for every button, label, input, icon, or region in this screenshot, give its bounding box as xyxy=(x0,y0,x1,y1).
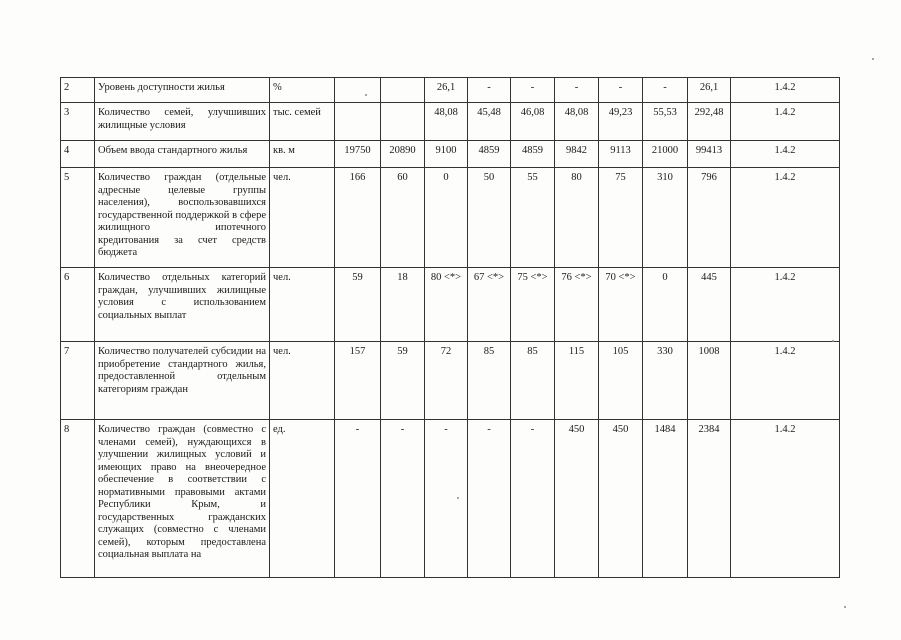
value-cell: 450 xyxy=(599,420,643,578)
indicator-name: Количество граждан (совместно с членами семей), нуждающихся в улучшении жилищных условий и имеющих право на внеочередное обеспечение в соответствии с нормативными правовыми актами Республики Крым, и государственных гражданских служащих (совместно с членами семей), которым предоставлена социальная выплата на xyxy=(95,420,270,578)
indicator-name: Уровень доступности жилья xyxy=(95,78,270,103)
value-cell: 99413 xyxy=(688,141,731,168)
value-cell: 292,48 xyxy=(688,103,731,141)
scan-speck xyxy=(365,94,367,96)
value-cell: 9113 xyxy=(599,141,643,168)
value-cell: 450 xyxy=(555,420,599,578)
value-cell: 1484 xyxy=(643,420,688,578)
value-cell: 26,1 xyxy=(425,78,468,103)
reference-cell: 1.4.2 xyxy=(731,141,840,168)
reference-cell: 1.4.2 xyxy=(731,268,840,342)
value-cell: - xyxy=(555,78,599,103)
value-cell: 59 xyxy=(381,342,425,420)
reference-cell: 1.4.2 xyxy=(731,168,840,268)
indicator-name: Количество отдельных категорий граждан, улучшивших жилищные условия с использованием социальных выплат xyxy=(95,268,270,342)
table-row xyxy=(61,420,840,578)
value-cell: - xyxy=(511,78,555,103)
value-cell xyxy=(381,103,425,141)
value-cell: - xyxy=(468,420,511,578)
scan-speck xyxy=(844,606,846,608)
indicator-name: Количество семей, улучшивших жилищные условия xyxy=(95,103,270,141)
value-cell: 49,23 xyxy=(599,103,643,141)
indicator-name: Количество граждан (отдельные адресные целевые группы населения), воспользовавшихся государственной поддержкой в сфере жилищного ипотечного кредитования за счет средств бюджета xyxy=(95,168,270,268)
value-cell: 48,08 xyxy=(555,103,599,141)
value-cell: - xyxy=(381,420,425,578)
value-cell xyxy=(335,103,381,141)
value-cell: 60 xyxy=(381,168,425,268)
value-cell: 80 xyxy=(555,168,599,268)
row-number: 8 xyxy=(61,420,95,578)
value-cell: - xyxy=(425,420,468,578)
value-cell: 70 <*> xyxy=(599,268,643,342)
value-cell: 18 xyxy=(381,268,425,342)
table-row xyxy=(61,342,840,420)
value-cell: 1008 xyxy=(688,342,731,420)
value-cell: 50 xyxy=(468,168,511,268)
value-cell: - xyxy=(643,78,688,103)
value-cell: 85 xyxy=(468,342,511,420)
reference-cell: 1.4.2 xyxy=(731,78,840,103)
value-cell: 72 xyxy=(425,342,468,420)
scan-speck xyxy=(457,497,459,499)
unit-cell: чел. xyxy=(270,268,335,342)
value-cell: 59 xyxy=(335,268,381,342)
value-cell: - xyxy=(335,420,381,578)
value-cell: 75 xyxy=(599,168,643,268)
scan-speck xyxy=(872,58,874,60)
value-cell: 445 xyxy=(688,268,731,342)
value-cell: 310 xyxy=(643,168,688,268)
value-cell: 85 xyxy=(511,342,555,420)
reference-cell: 1.4.2 xyxy=(731,103,840,141)
row-number: 7 xyxy=(61,342,95,420)
value-cell: 796 xyxy=(688,168,731,268)
unit-cell: тыс. семей xyxy=(270,103,335,141)
value-cell: 330 xyxy=(643,342,688,420)
value-cell: 55 xyxy=(511,168,555,268)
table-row xyxy=(61,103,840,141)
indicator-name: Количество получателей субсидии на приобретение стандартного жилья, предоставленной отдельным категориям граждан xyxy=(95,342,270,420)
value-cell: 166 xyxy=(335,168,381,268)
value-cell: 115 xyxy=(555,342,599,420)
unit-cell: ед. xyxy=(270,420,335,578)
row-number: 5 xyxy=(61,168,95,268)
value-cell: 55,53 xyxy=(643,103,688,141)
table-row xyxy=(61,78,840,103)
unit-cell: кв. м xyxy=(270,141,335,168)
row-number: 4 xyxy=(61,141,95,168)
value-cell: 75 <*> xyxy=(511,268,555,342)
value-cell: 157 xyxy=(335,342,381,420)
value-cell: 45,48 xyxy=(468,103,511,141)
value-cell: - xyxy=(468,78,511,103)
reference-cell: 1.4.2 xyxy=(731,342,840,420)
value-cell: 67 <*> xyxy=(468,268,511,342)
value-cell: - xyxy=(599,78,643,103)
value-cell: 4859 xyxy=(511,141,555,168)
table-row xyxy=(61,141,840,168)
value-cell xyxy=(335,78,381,103)
row-number: 2 xyxy=(61,78,95,103)
indicators-table xyxy=(60,77,840,578)
value-cell: 105 xyxy=(599,342,643,420)
row-number: 3 xyxy=(61,103,95,141)
value-cell: 76 <*> xyxy=(555,268,599,342)
value-cell: - xyxy=(511,420,555,578)
value-cell: 19750 xyxy=(335,141,381,168)
indicator-name: Объем ввода стандартного жилья xyxy=(95,141,270,168)
value-cell: 4859 xyxy=(468,141,511,168)
unit-cell: % xyxy=(270,78,335,103)
reference-cell: 1.4.2 xyxy=(731,420,840,578)
value-cell: 26,1 xyxy=(688,78,731,103)
unit-cell: чел. xyxy=(270,168,335,268)
value-cell: 9100 xyxy=(425,141,468,168)
table-row xyxy=(61,168,840,268)
unit-cell: чел. xyxy=(270,342,335,420)
row-number: 6 xyxy=(61,268,95,342)
value-cell: 9842 xyxy=(555,141,599,168)
value-cell: 48,08 xyxy=(425,103,468,141)
value-cell: 0 xyxy=(425,168,468,268)
table-body xyxy=(61,78,840,578)
value-cell: 80 <*> xyxy=(425,268,468,342)
scan-speck xyxy=(832,340,834,342)
table-row xyxy=(61,268,840,342)
value-cell: 46,08 xyxy=(511,103,555,141)
value-cell xyxy=(381,78,425,103)
value-cell: 20890 xyxy=(381,141,425,168)
value-cell: 0 xyxy=(643,268,688,342)
value-cell: 21000 xyxy=(643,141,688,168)
value-cell: 2384 xyxy=(688,420,731,578)
